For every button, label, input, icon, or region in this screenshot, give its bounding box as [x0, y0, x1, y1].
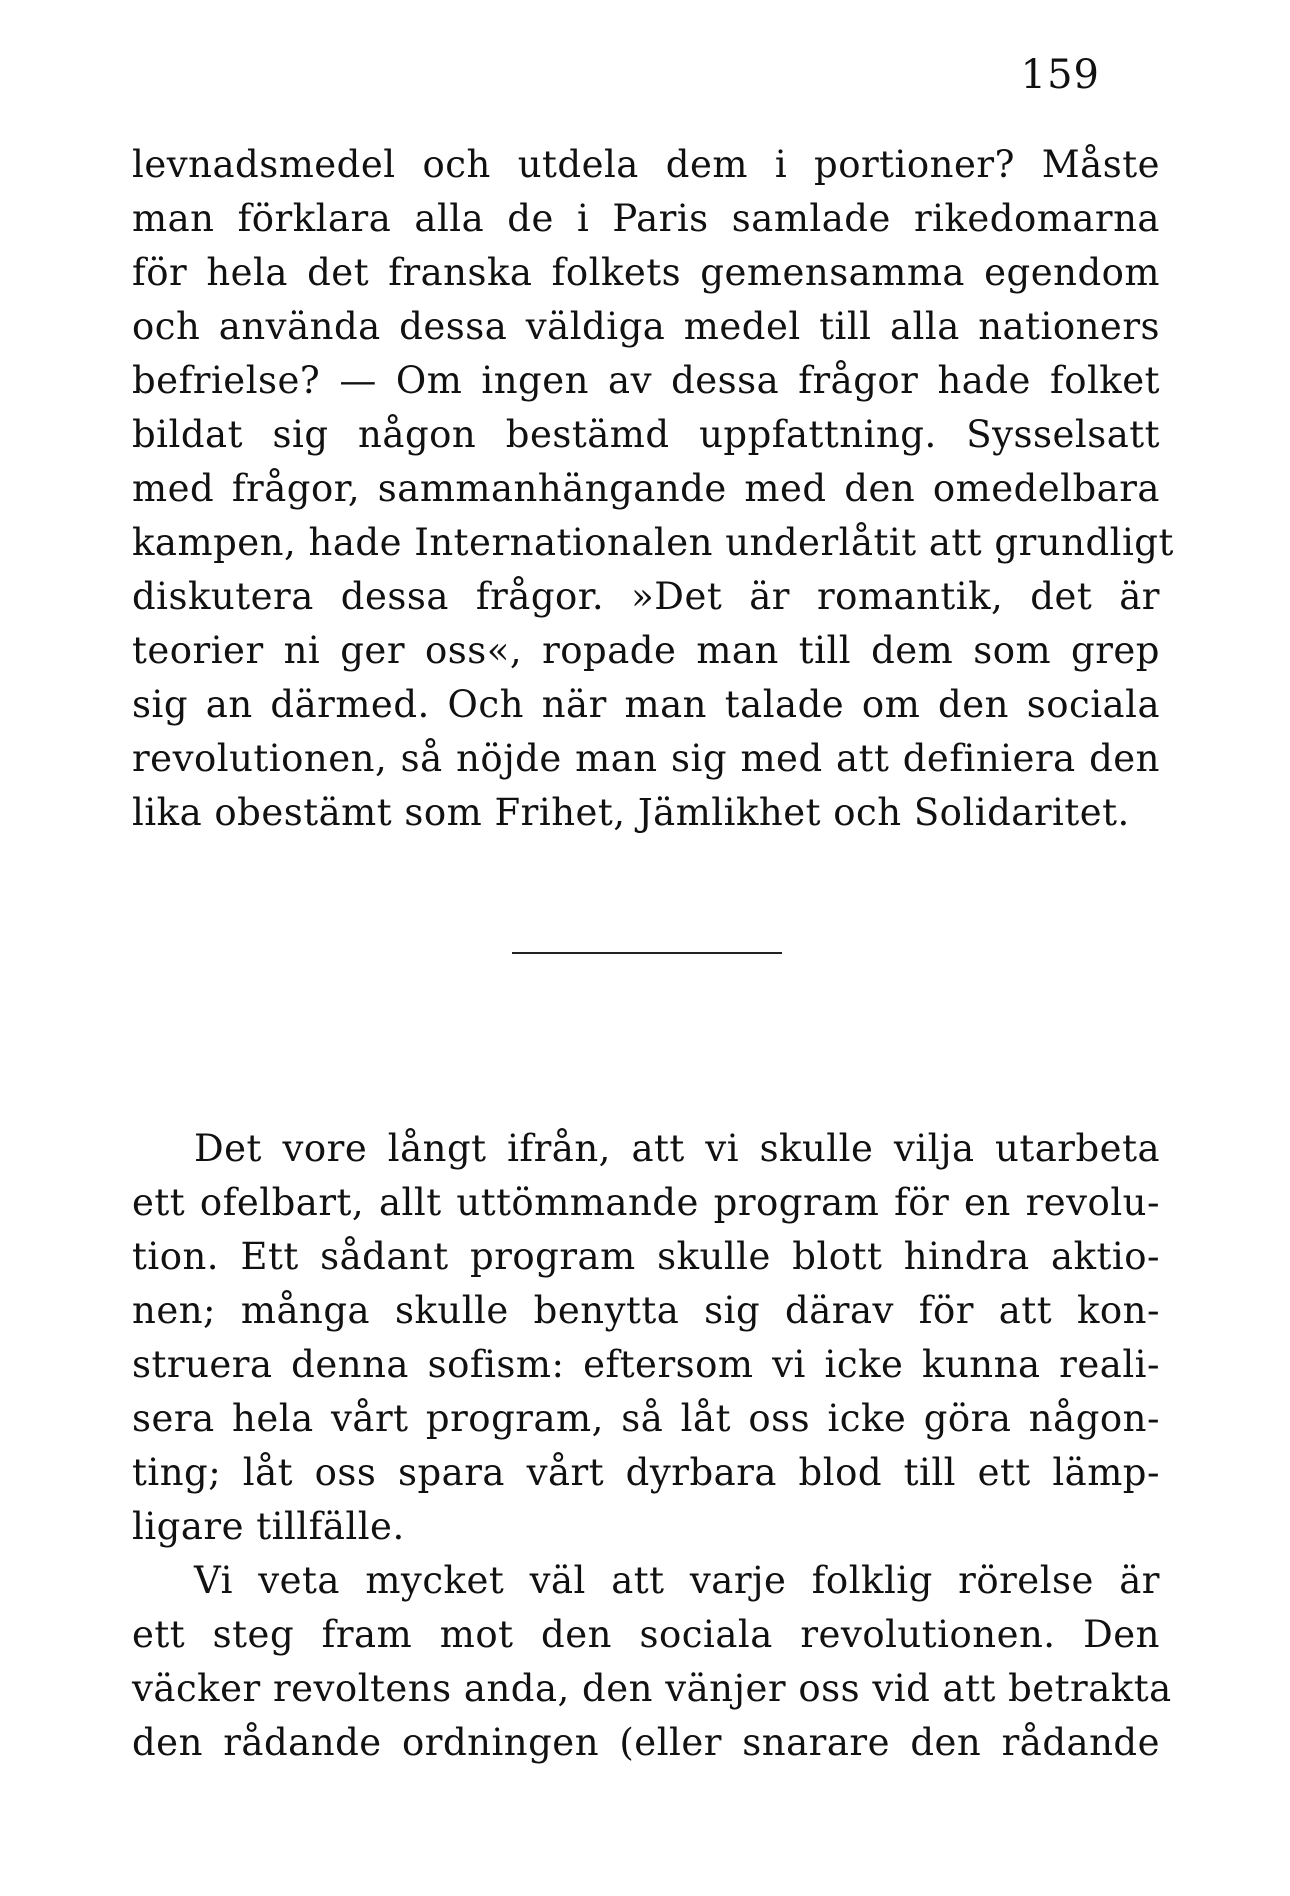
text-line: diskutera dessa frågor. »Det är romantik, det är — [132, 575, 1160, 618]
text-line: den rådande ordningen (eller snarare den rådande — [132, 1721, 1160, 1764]
text-line: levnadsmedel och utdela dem i portioner? Måste — [132, 143, 1160, 186]
text-line: för hela det franska folkets gemensamma egendom — [132, 251, 1160, 294]
text-line: tion. Ett sådant program skulle blott hindra aktio- — [132, 1235, 1160, 1278]
text-line: ting; låt oss spara vårt dyrbara blod till ett lämp- — [132, 1451, 1160, 1494]
paragraph-1 — [132, 138, 1174, 840]
text-line: kampen, hade Internationalen underlåtit att grundligt — [132, 521, 1174, 564]
text-line: med frågor, sammanhängande med den omedelbara — [132, 467, 1160, 510]
text-line: bildat sig någon bestämd uppfattning. Sysselsatt — [132, 413, 1160, 456]
paragraph-2 — [132, 1122, 1160, 1554]
text-line: Det vore långt ifrån, att vi skulle vilja utarbeta — [194, 1127, 1160, 1170]
text-line: sera hela vårt program, så låt oss icke göra någon- — [132, 1397, 1160, 1440]
text-line: och använda dessa väldiga medel till alla nationers — [132, 305, 1160, 348]
text-line: nen; många skulle benytta sig därav för att kon- — [132, 1289, 1160, 1332]
text-line: lika obestämt som Frihet, Jämlikhet och Solidaritet. — [132, 791, 1130, 834]
text-line: ligare tillfälle. — [132, 1505, 405, 1548]
text-line: teorier ni ger oss«, ropade man till dem som grep — [132, 629, 1160, 672]
text-line: revolutionen, så nöjde man sig med att definiera den — [132, 737, 1160, 780]
text-line: struera denna sofism: eftersom vi icke kunna reali- — [132, 1343, 1160, 1386]
page-number: 159 — [1020, 52, 1100, 98]
text-line: man förklara alla de i Paris samlade rikedomarna — [132, 197, 1160, 240]
text-line: sig an därmed. Och när man talade om den sociala — [132, 683, 1160, 726]
section-divider — [512, 952, 782, 954]
text-line: ett steg fram mot den sociala revolutionen. Den — [132, 1613, 1160, 1656]
text-line: ett ofelbart, allt uttömmande program för en revolu- — [132, 1181, 1160, 1224]
text-line: väcker revoltens anda, den vänjer oss vid att betrakta — [132, 1667, 1172, 1710]
text-line: befrielse? — Om ingen av dessa frågor hade folket — [132, 359, 1160, 402]
paragraph-3 — [132, 1554, 1172, 1770]
text-line: Vi veta mycket väl att varje folklig rörelse är — [194, 1559, 1160, 1602]
